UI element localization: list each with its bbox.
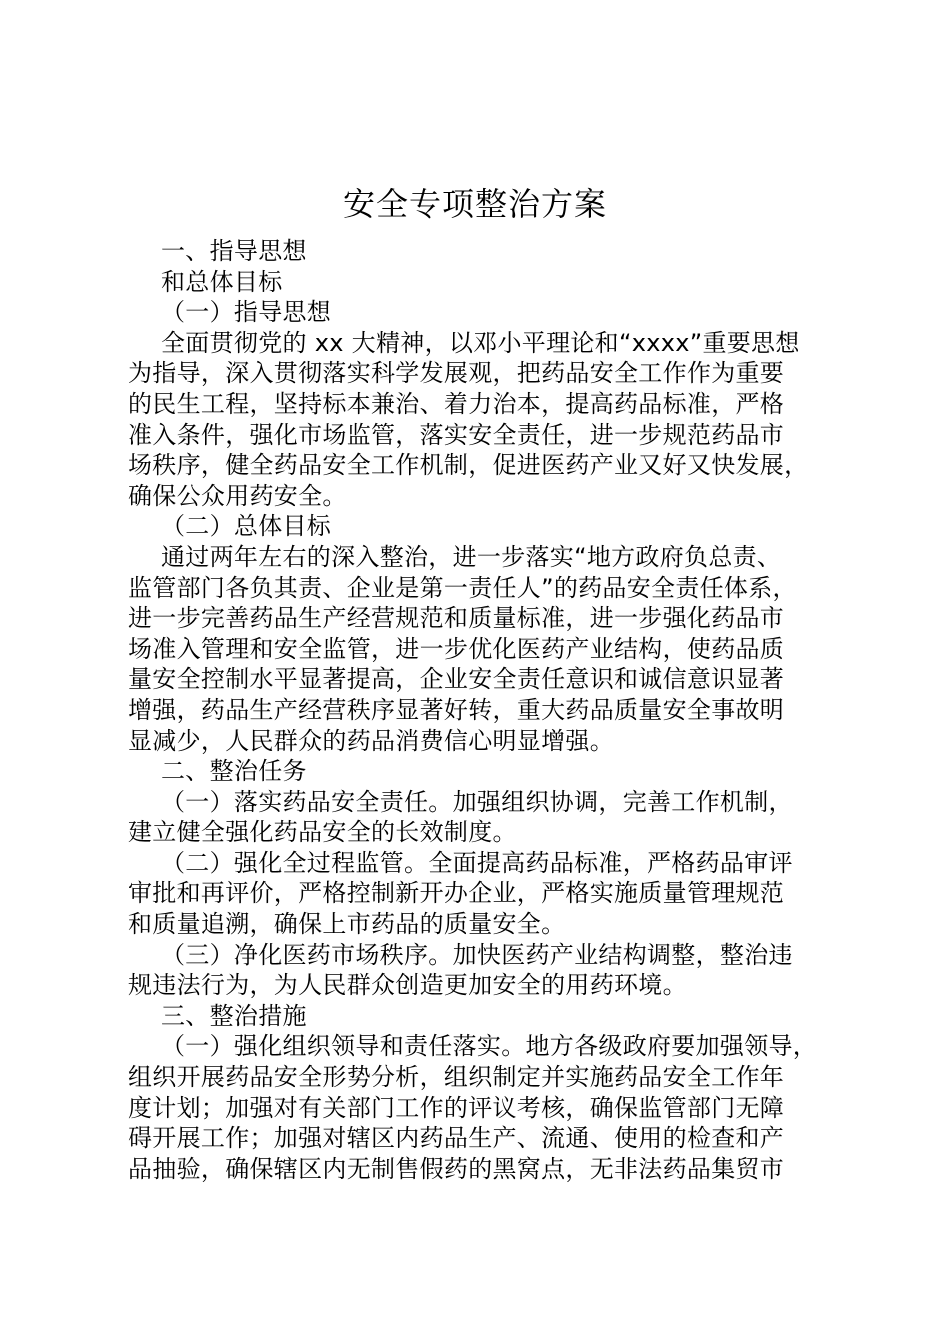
section-heading: 一、指导思想 — [161, 237, 307, 265]
paragraph-line: 场秩序，健全药品安全工作机制，促进医药产业又好又快发展， — [128, 451, 809, 480]
document-body — [128, 236, 848, 1184]
section-heading-continued: 和总体目标 — [161, 267, 283, 296]
paragraph-line: 组织开展药品安全形势分析，组织制定并实施药品安全工作年 — [128, 1063, 785, 1092]
subsection-heading: （一）指导思想 — [161, 298, 332, 327]
paragraph-line: （一）落实药品安全责任。加强组织协调，完善工作机制， — [161, 787, 793, 816]
paragraph-line: 通过两年左右的深入整治，进一步落实“地方政府负总责、 — [161, 542, 782, 571]
paragraph-line: 全面贯彻党的 xx 大精神，以邓小平理论和“xxxx”重要思想 — [161, 328, 800, 357]
paragraph-line: （一）强化组织领导和责任落实。地方各级政府要加强领导， — [161, 1032, 818, 1061]
paragraph-line: 确保公众用药安全。 — [128, 481, 347, 510]
document-title: 安全专项整治方案 — [342, 185, 607, 223]
paragraph-line: 和质量追溯，确保上市药品的质量安全。 — [128, 910, 566, 939]
paragraph-line: 进一步完善药品生产经营规范和质量标准，进一步强化药品市 — [128, 604, 785, 633]
paragraph-line: 场准入管理和安全监管，进一步优化医药产业结构，使药品质 — [128, 634, 785, 663]
paragraph-line: 监管部门各负其责、企业是第一责任人”的药品安全责任体系， — [128, 573, 797, 602]
paragraph-line: 准入条件，强化市场监管，落实安全责任，进一步规范药品市 — [128, 420, 785, 449]
section-heading: 三、整治措施 — [161, 1001, 307, 1030]
paragraph-line: 规违法行为，为人民群众创造更加安全的用药环境。 — [128, 971, 687, 1000]
paragraph-line: 的民生工程，坚持标本兼治、着力治本，提高药品标准，严格 — [128, 389, 785, 418]
paragraph-line: 品抽验，确保辖区内无制售假药的黑窝点，无非法药品集贸市 — [128, 1154, 785, 1183]
paragraph-line: （二）强化全过程监管。全面提高药品标准，严格药品审评 — [161, 848, 793, 877]
paragraph-line: 度计划；加强对有关部门工作的评议考核，确保监管部门无障 — [128, 1093, 785, 1122]
paragraph-line: 显减少，人民群众的药品消费信心明显增强。 — [128, 726, 614, 755]
paragraph-line: 碍开展工作；加强对辖区内药品生产、流通、使用的检查和产 — [128, 1124, 785, 1153]
paragraph-line: （三）净化医药市场秩序。加快医药产业结构调整，整治违 — [161, 940, 793, 969]
paragraph-line: 增强，药品生产经营秩序显著好转，重大药品质量安全事故明 — [128, 695, 785, 724]
subsection-heading: （二）总体目标 — [161, 512, 332, 541]
paragraph-line: 为指导，深入贯彻落实科学发展观，把药品安全工作作为重要 — [128, 359, 785, 388]
paragraph-line: 审批和再评价，严格控制新开办企业，严格实施质量管理规范 — [128, 879, 785, 908]
section-heading: 二、整治任务 — [161, 757, 307, 786]
paragraph-line: 量安全控制水平显著提高，企业安全责任意识和诚信意识显著 — [128, 665, 785, 694]
paragraph-line: 建立健全强化药品安全的长效制度。 — [128, 818, 517, 847]
